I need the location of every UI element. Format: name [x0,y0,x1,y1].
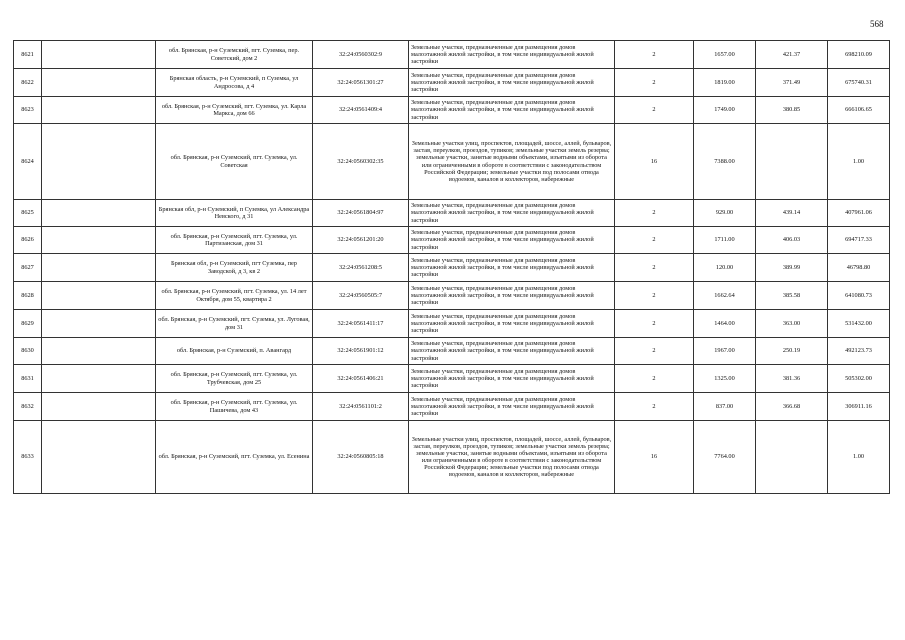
land-use-cell: Земельные участки, предназначенные для размещения домов малоэтажной жилой застройки, в том числе индивидуальной жилой застройки [409,282,615,310]
address-cell: обл. Брянская, р-н Суземский, пгт. Суземка, пер. Советский, дом 2 [156,41,313,69]
area-cell: 1749.00 [694,97,756,124]
cadastral-value-cell: 492123.73 [828,338,890,365]
specific-value-cell: 381.36 [756,365,828,393]
specific-value-cell: 389.99 [756,254,828,282]
land-registry-table [13,40,890,494]
row-number: 8623 [14,97,42,124]
group-cell: 2 [615,69,694,97]
cadastral-number-cell: 32:24:0561804:97 [313,200,409,227]
cadastral-number-cell: 32:24:0561101:2 [313,393,409,421]
row-number: 8622 [14,69,42,97]
cadastral-number-cell: 32:24:0560805:18 [313,421,409,494]
area-cell: 120.00 [694,254,756,282]
table-row [14,254,890,282]
address-cell: обл. Брянская, р-н Суземский, пгт. Суземка, ул. 14 лет Октября, дом 55, квартира 2 [156,282,313,310]
land-use-cell: Земельные участки улиц, проспектов, площадей, шоссе, аллей, бульваров, застав, переулков, проездов, тупиков; земельные участки земель резерва; земельные участки, занятые водными объектами, изъятыми из оборота или ограниченными в обороте в соответствии с законодательством Российской Федерации; земельные участки под полосами отвода водоемов, каналов и коллекторов, набережные [409,124,615,200]
land-use-cell: Земельные участки, предназначенные для размещения домов малоэтажной жилой застройки, в том числе индивидуальной жилой застройки [409,393,615,421]
row-number: 8630 [14,338,42,365]
specific-value-cell: 439.14 [756,200,828,227]
specific-value-cell: 363.00 [756,310,828,338]
address-cell: обл. Брянская, р-н Суземский, п. Авангард [156,338,313,365]
land-use-cell: Земельные участки, предназначенные для размещения домов малоэтажной жилой застройки, в том числе индивидуальной жилой застройки [409,254,615,282]
table-row [14,393,890,421]
row-number: 8631 [14,365,42,393]
group-cell: 2 [615,97,694,124]
cadastral-value-cell: 698210.09 [828,41,890,69]
land-use-cell: Земельные участки, предназначенные для размещения домов малоэтажной жилой застройки, в том числе индивидуальной жилой застройки [409,69,615,97]
address-cell: обл. Брянская, р-н Суземский, пгт. Суземка, ул. Луговая, дом 31 [156,310,313,338]
address-cell: обл. Брянская, р-н Суземский, пгт. Суземка, ул. Есенина [156,421,313,494]
land-use-cell: Земельные участки, предназначенные для размещения домов малоэтажной жилой застройки, в том числе индивидуальной жилой застройки [409,365,615,393]
group-cell: 2 [615,282,694,310]
empty-cell [42,254,156,282]
specific-value-cell: 366.68 [756,393,828,421]
specific-value-cell: 371.49 [756,69,828,97]
area-cell: 7764.00 [694,421,756,494]
table-row [14,69,890,97]
cadastral-value-cell: 675740.31 [828,69,890,97]
address-cell: обл. Брянская, р-н Суземский, пгт. Суземка, ул. Трубчевская, дом 25 [156,365,313,393]
group-cell: 2 [615,227,694,254]
address-cell: Брянская область, р-н Суземский, п Суземка, ул Андросова, д 4 [156,69,313,97]
empty-cell [42,338,156,365]
cadastral-number-cell: 32:24:0561301:27 [313,69,409,97]
group-cell: 16 [615,124,694,200]
empty-cell [42,421,156,494]
address-cell: обл. Брянская, р-н Суземский, пгт. Суземка, ул. Карла Маркса, дом 66 [156,97,313,124]
specific-value-cell: 406.03 [756,227,828,254]
specific-value-cell [756,124,828,200]
table-body [14,41,890,494]
address-cell: обл. Брянская, р-н Суземский, пгт. Суземка, ул. Советская [156,124,313,200]
table-row [14,338,890,365]
land-use-cell: Земельные участки, предназначенные для размещения домов малоэтажной жилой застройки, в том числе индивидуальной жилой застройки [409,338,615,365]
land-use-cell: Земельные участки, предназначенные для размещения домов малоэтажной жилой застройки, в том числе индивидуальной жилой застройки [409,227,615,254]
specific-value-cell [756,421,828,494]
cadastral-number-cell: 32:24:0561411:17 [313,310,409,338]
address-cell: обл. Брянская, р-н Суземский, пгт. Суземка, ул. Партизанская, дом 31 [156,227,313,254]
cadastral-number-cell: 32:24:0561409:4 [313,97,409,124]
group-cell: 2 [615,338,694,365]
land-use-cell: Земельные участки, предназначенные для размещения домов малоэтажной жилой застройки, в том числе индивидуальной жилой застройки [409,310,615,338]
empty-cell [42,41,156,69]
address-cell: Брянская обл, р-н Суземский, пгт Суземка, пер Заводской, д 3, кв 2 [156,254,313,282]
cadastral-value-cell: 407961.06 [828,200,890,227]
empty-cell [42,365,156,393]
cadastral-number-cell: 32:24:0561901:12 [313,338,409,365]
area-cell: 1711.00 [694,227,756,254]
group-cell: 2 [615,254,694,282]
row-number: 8625 [14,200,42,227]
row-number: 8629 [14,310,42,338]
land-use-cell: Земельные участки улиц, проспектов, площадей, шоссе, аллей, бульваров, застав, переулков, проездов, тупиков; земельные участки земель резерва; земельные участки, занятые водными объектами, изъятыми из оборота или ограниченными в обороте в соответствии с законодательством Российской Федерации; земельные участки под полосами отвода водоемов, каналов и коллекторов, набережные [409,421,615,494]
area-cell: 1967.00 [694,338,756,365]
page-number: 568 [870,19,884,29]
cadastral-value-cell: 306911.16 [828,393,890,421]
empty-cell [42,227,156,254]
specific-value-cell: 250.19 [756,338,828,365]
cadastral-number-cell: 32:24:0561406:21 [313,365,409,393]
group-cell: 16 [615,421,694,494]
cadastral-value-cell: 1.00 [828,124,890,200]
specific-value-cell: 421.37 [756,41,828,69]
table-row [14,282,890,310]
area-cell: 1325.00 [694,365,756,393]
group-cell: 2 [615,393,694,421]
cadastral-number-cell: 32:24:0560302:9 [313,41,409,69]
row-number: 8624 [14,124,42,200]
cadastral-value-cell: 531432.00 [828,310,890,338]
cadastral-number-cell: 32:24:0560302:35 [313,124,409,200]
cadastral-value-cell: 694717.33 [828,227,890,254]
area-cell: 1464.00 [694,310,756,338]
row-number: 8626 [14,227,42,254]
group-cell: 2 [615,310,694,338]
cadastral-value-cell: 1.00 [828,421,890,494]
empty-cell [42,200,156,227]
empty-cell [42,393,156,421]
empty-cell [42,97,156,124]
table-row [14,41,890,69]
area-cell: 837.00 [694,393,756,421]
group-cell: 2 [615,200,694,227]
group-cell: 2 [615,365,694,393]
cadastral-number-cell: 32:24:0561208:5 [313,254,409,282]
empty-cell [42,124,156,200]
specific-value-cell: 380.85 [756,97,828,124]
row-number: 8627 [14,254,42,282]
area-cell: 929.00 [694,200,756,227]
cadastral-number-cell: 32:24:0561201:20 [313,227,409,254]
cadastral-number-cell: 32:24:0560505:7 [313,282,409,310]
area-cell: 1662.64 [694,282,756,310]
empty-cell [42,69,156,97]
cadastral-value-cell: 641080.73 [828,282,890,310]
table-row [14,97,890,124]
area-cell: 1657.00 [694,41,756,69]
table-row [14,421,890,494]
land-use-cell: Земельные участки, предназначенные для размещения домов малоэтажной жилой застройки, в том числе индивидуальной жилой застройки [409,97,615,124]
area-cell: 7388.00 [694,124,756,200]
address-cell: обл. Брянская, р-н Суземский, пгт. Суземка, ул. Пашичева, дом 43 [156,393,313,421]
row-number: 8628 [14,282,42,310]
table-row [14,124,890,200]
empty-cell [42,310,156,338]
table-row [14,227,890,254]
table-row [14,365,890,393]
land-use-cell: Земельные участки, предназначенные для размещения домов малоэтажной жилой застройки, в том числе индивидуальной жилой застройки [409,200,615,227]
group-cell: 2 [615,41,694,69]
land-use-cell: Земельные участки, предназначенные для размещения домов малоэтажной жилой застройки, в том числе индивидуальной жилой застройки [409,41,615,69]
address-cell: Брянская обл, р-н Суземский, п Суземка, ул Александра Невского, д 31 [156,200,313,227]
specific-value-cell: 385.58 [756,282,828,310]
row-number: 8632 [14,393,42,421]
area-cell: 1819.00 [694,69,756,97]
cadastral-value-cell: 46798.80 [828,254,890,282]
row-number: 8621 [14,41,42,69]
table-row [14,310,890,338]
cadastral-value-cell: 505302.00 [828,365,890,393]
cadastral-value-cell: 666106.65 [828,97,890,124]
table-row [14,200,890,227]
empty-cell [42,282,156,310]
row-number: 8633 [14,421,42,494]
